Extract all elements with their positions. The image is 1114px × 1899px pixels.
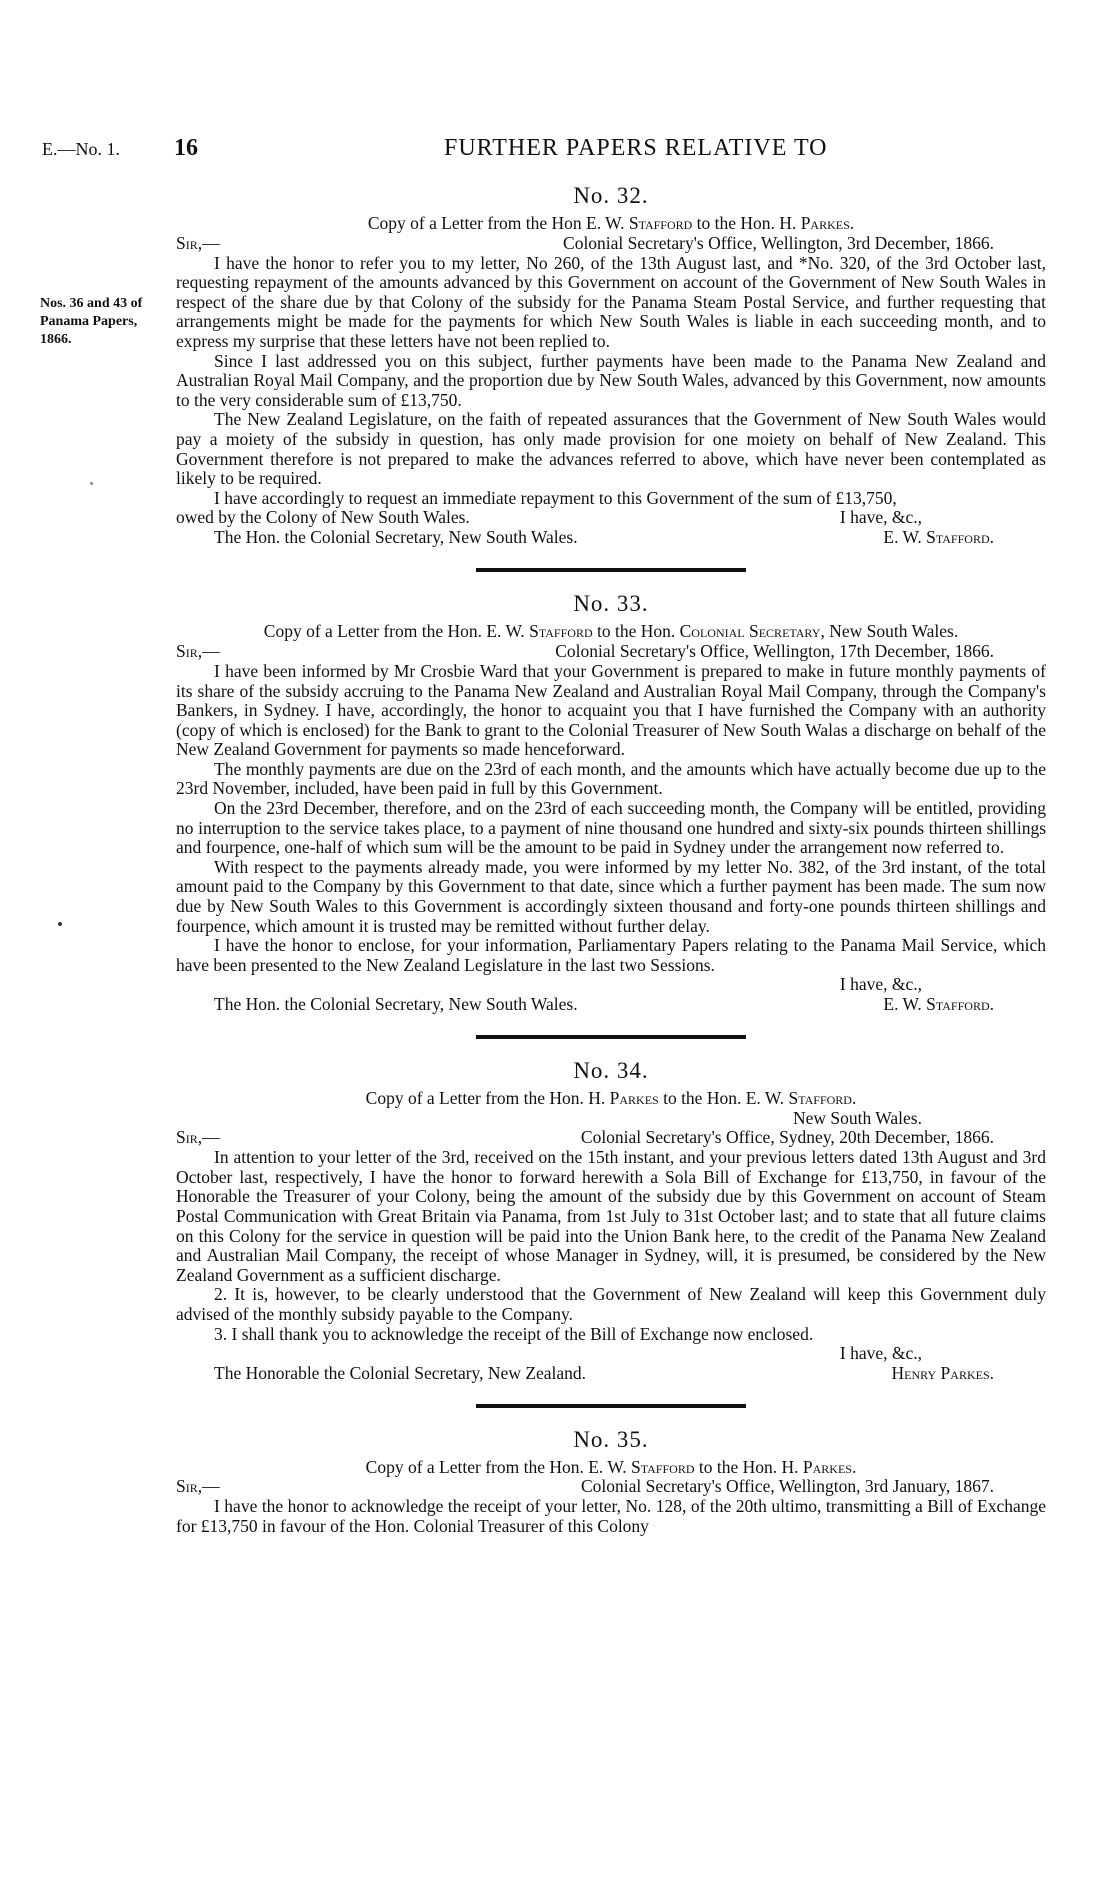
addressee: The Hon. the Colonial Secretary, New South Wales. bbox=[214, 527, 578, 548]
closing-phrase: I have, &c., bbox=[839, 974, 922, 995]
letter-34 bbox=[176, 1057, 1046, 1384]
place-date: Colonial Secretary's Office, Sydney, 20th December, 1866. bbox=[580, 1127, 994, 1148]
paragraph: In attention to your letter of the 3rd, received on the 15th instant, and your previous letters dated 13th August and 3rd October last, respectively, I have the honor to forward herewith a Sola Bill of Exchange for £13,750, in favour of the Honorable the Treasurer of your Colony, being the amount of the subsidy due by this Government on account of Steam Postal Communication with Great Britain via Panama, from 1st July to 31st October last; and to state that all future claims on this Colony for the service in question will be paid into the Union Bank here, to the credit of the Panama New Zealand and Australian Mail Company, the receipt of whose Manager in Sydney, will, it is presumed, be considered by the New Zealand Government as a sufficient discharge. bbox=[176, 1147, 1046, 1285]
section-divider bbox=[476, 568, 746, 572]
salutation: Sir,— bbox=[176, 1476, 220, 1497]
ink-speck bbox=[58, 922, 62, 926]
paragraph: The New Zealand Legislature, on the faith of repeated assurances that the Government of New South Wales would pay a moiety of the subsidy in question, has only made provision for one moiety on behalf of New Zealand. This Government therefore is not prepared to make the advances referred to above, which have never been contemplated as likely to be required. bbox=[176, 409, 1046, 489]
closing-phrase: I have, &c., bbox=[839, 507, 922, 528]
document-reference: E.—No. 1. bbox=[42, 139, 120, 159]
section-divider bbox=[476, 1404, 746, 1408]
ink-speck bbox=[90, 482, 93, 485]
letter-33 bbox=[176, 590, 1046, 1015]
letter-32 bbox=[176, 182, 1046, 548]
paragraph: The monthly payments are due on the 23rd of each month, and the amounts which have actually become due up to the 23rd November, included, have been paid in full by this Government. bbox=[176, 758, 1046, 799]
signature: E. W. Stafford. bbox=[883, 994, 994, 1014]
place-date: Colonial Secretary's Office, Wellington, 3rd January, 1867. bbox=[580, 1476, 994, 1497]
running-title: FURTHER PAPERS RELATIVE TO bbox=[444, 135, 828, 161]
page-header bbox=[42, 135, 1062, 169]
letter-caption: Copy of a Letter from the Hon. E. W. Stafford to the Hon. Colonial Secretary, New South Wales. bbox=[263, 621, 959, 642]
caption-continuation: New South Wales. bbox=[792, 1107, 922, 1128]
section-divider bbox=[476, 1035, 746, 1039]
paragraph: On the 23rd December, therefore, and on the 23rd of each succeeding month, the Company will be entitled, providing no interruption to the service takes place, to a payment of nine thousand one hundred and sixty-six pounds thirteen shillings and fourpence, one-half of which sum will be the amount to be paid in Sydney under the arrangement now referred to. bbox=[176, 798, 1046, 858]
letter-caption: Copy of a Letter from the Hon. H. Parkes to the Hon. E. W. Stafford. bbox=[365, 1088, 857, 1108]
signature: Henry Parkes. bbox=[891, 1362, 994, 1383]
letter-number: No. 35. bbox=[573, 1426, 649, 1452]
paragraph: I have the honor to refer you to my letter, No 260, of the 13th August last, and *No. 320, of the 3rd October last, requesting repayment of the amounts advanced by this Government on account of the Government of New South Wales in respect of the share due by that Colony of the subsidy for the Panama Steam Postal Service, and further requesting that arrangements might be made for the payments for which New South Wales is liable in each succeeding month, and to express my surprise that these letters have not been replied to. bbox=[176, 252, 1046, 351]
place-date: Colonial Secretary's Office, Wellington, 17th December, 1866. bbox=[555, 640, 994, 661]
letter-caption: Copy of a Letter from the Hon. E. W. Stafford to the Hon. H. Parkes. bbox=[365, 1456, 857, 1477]
page-number: 16 bbox=[174, 135, 198, 161]
paragraph: I have the honor to acknowledge the receipt of your letter, No. 128, of the 20th ultimo, transmitting a Bill of Exchange for £13,750 in favour of the Hon. Colonial Treasurer of this Colony bbox=[176, 1496, 1046, 1536]
letter-caption: Copy of a Letter from the Hon E. W. Stafford to the Hon. H. Parkes. bbox=[367, 213, 855, 233]
paragraph: 2. It is, however, to be clearly understood that the Government of New Zealand will keep this Government duly advised of the monthly subsidy payable to the Company. bbox=[176, 1284, 1046, 1324]
paragraph: Since I last addressed you on this subject, further payments have been made to the Panama New Zealand and Australian Royal Mail Company, and the proportion due by New South Wales, advanced by this Government, now amounts to the very considerable sum of £13,750. bbox=[176, 350, 1046, 410]
paragraph: With respect to the payments already made, you were informed by my letter No. 382, of the 3rd instant, of the total amount paid to the Company by this Government to that date, since which a further payment has been made. The sum now due by New South Wales to this Government is accordingly sixteen thousand and forty-one pounds thirteen shillings and fourpence, which amount it is trusted may be remitted without further delay. bbox=[176, 856, 1046, 936]
addressee: The Hon. the Colonial Secretary, New South Wales. bbox=[214, 994, 578, 1014]
margin-note: Nos. 36 and 43 of Panama Papers, 1866. bbox=[40, 296, 143, 347]
letter-number: No. 33. bbox=[573, 591, 649, 617]
salutation: Sir,— bbox=[176, 1127, 220, 1148]
place-date: Colonial Secretary's Office, Wellington, 3rd December, 1866. bbox=[563, 232, 994, 253]
paragraph: I have been informed by Mr Crosbie Ward that your Government is prepared to make in future monthly payments of its share of the subsidy accruing to the Panama New Zealand and Australian Royal Mail Company, through the Company's Bankers, in Sydney. I have, accordingly, the honor to acquaint you that I have furnished the Company with an authority (copy of which is enclosed) for the Bank to grant to the Colonial Treasurer of New South Walas a discharge on behalf of the New Zealand Government for payments so made henceforward. bbox=[176, 660, 1046, 760]
letter-number: No. 34. bbox=[573, 1058, 649, 1083]
addressee: The Honorable the Colonial Secretary, New Zealand. bbox=[214, 1362, 587, 1383]
salutation: Sir,— bbox=[176, 640, 220, 661]
paragraph: 3. I shall thank you to acknowledge the receipt of the Bill of Exchange now enclosed. bbox=[214, 1323, 814, 1344]
salutation: Sir,— bbox=[176, 232, 220, 253]
letter-number: No. 32. bbox=[573, 183, 649, 208]
paragraph: I have accordingly to request an immediate repayment to this Government of the sum of £13,750, bbox=[214, 487, 897, 508]
document-body bbox=[176, 182, 1046, 1537]
paragraph: I have the honor to enclose, for your information, Parliamentary Papers relating to the Panama Mail Service, which have been presented to the New Zealand Legislature in the last two Sessions. bbox=[176, 935, 1046, 975]
paragraph-end: owed by the Colony of New South Wales. bbox=[176, 507, 470, 528]
letter-35 bbox=[176, 1426, 1046, 1537]
signature: E. W. Stafford. bbox=[883, 527, 994, 548]
closing-phrase: I have, &c., bbox=[839, 1343, 922, 1364]
